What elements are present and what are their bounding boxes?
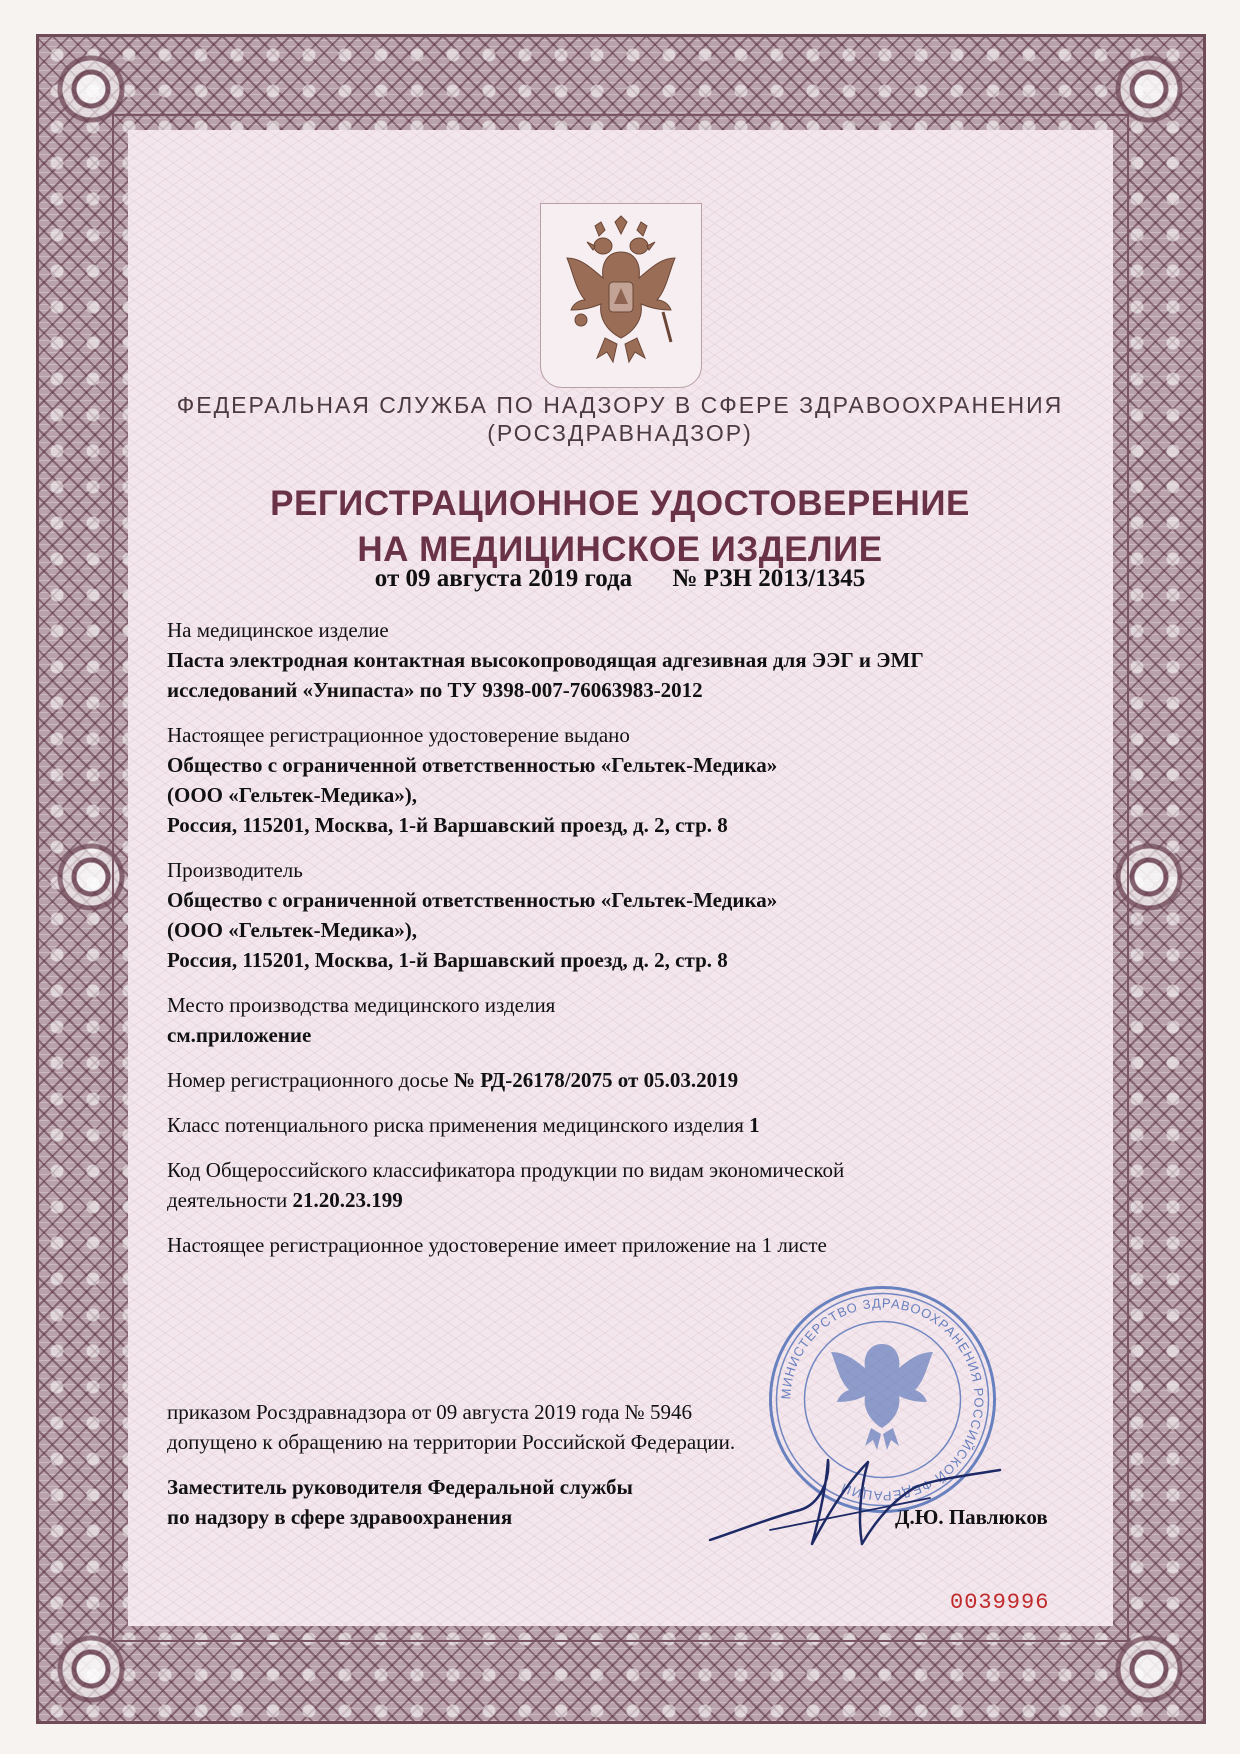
device-name-line1: Паста электродная контактная высокопроводящая адгезивная для ЭЭГ и ЭМГ (167, 648, 924, 672)
manufacturer-line1: Общество с ограниченной ответственностью «Гельтек-Медика» (167, 888, 778, 912)
signatory-position-line2: по надзору в сфере здравоохранения (167, 1505, 513, 1529)
okved-value: 21.20.23.199 (292, 1188, 403, 1212)
handwritten-signature (700, 1440, 1020, 1560)
certificate-number: № РЗН 2013/1345 (672, 565, 866, 592)
manufacturer-line2: (ООО «Гельтек-Медика»), (167, 918, 417, 942)
issued-to-line1: Общество с ограниченной ответственностью «Гельтек-Медика» (167, 753, 778, 777)
coat-of-arms-emblem (540, 203, 702, 388)
dossier-label: Номер регистрационного досье (167, 1068, 449, 1092)
agency-abbreviation: (РОСЗДРАВНАДЗОР) (487, 420, 753, 446)
certificate-date-number (150, 565, 1090, 593)
issued-to-label: Настоящее регистрационное удостоверение выдано (167, 723, 630, 747)
order-line2: допущено к обращению на территории Российской Федерации. (167, 1430, 736, 1454)
stamp-text-path: МИНИСТЕРСТВО ЗДРАВООХРАНЕНИЯ РОССИЙСКОЙ ФЕДЕРАЦИИ (778, 1295, 987, 1504)
issued-to-line2: (ООО «Гельтек-Медика»), (167, 783, 417, 807)
order-line1: приказом Росздравнадзора от 09 августа 2019 года № 5946 (167, 1400, 692, 1424)
serial-number: 0039996 (950, 1590, 1050, 1615)
production-site-label: Место производства медицинского изделия (167, 993, 556, 1017)
manufacturer-label: Производитель (167, 858, 303, 882)
agency-name: ФЕДЕРАЛЬНАЯ СЛУЖБА ПО НАДЗОРУ В СФЕРЕ ЗДРАВООХРАНЕНИЯ (176, 392, 1064, 418)
okved-label-line2: деятельности (167, 1188, 288, 1212)
signatory-position-line1: Заместитель руководителя Федеральной службы (167, 1475, 633, 1499)
risk-class-label: Класс потенциального риска применения медицинского изделия (167, 1113, 744, 1137)
signatory-name: Д.Ю. Павлюков (895, 1505, 1048, 1529)
document-subtitle: НА МЕДИЦИНСКОЕ ИЗДЕЛИЕ (357, 530, 883, 569)
certificate-date: от 09 августа 2019 года (374, 565, 633, 592)
device-name-line2: исследований «Унипаста» по ТУ 9398-007-76063983-2012 (167, 678, 703, 702)
dossier-row (167, 1068, 738, 1093)
device-label: На медицинское изделие (167, 618, 389, 642)
issued-to-line3: Россия, 115201, Москва, 1-й Варшавский проезд, д. 2, стр. 8 (167, 813, 728, 837)
okved-row (167, 1188, 403, 1213)
okved-label-line1: Код Общероссийского классификатора продукции по видам экономической (167, 1158, 845, 1182)
manufacturer-line3: Россия, 115201, Москва, 1-й Варшавский проезд, д. 2, стр. 8 (167, 948, 728, 972)
stamp-eagle-icon (831, 1344, 933, 1450)
risk-class-value: 1 (749, 1113, 760, 1137)
document-title: РЕГИСТРАЦИОННОЕ УДОСТОВЕРЕНИЕ (270, 484, 970, 523)
double-headed-eagle-icon (551, 212, 691, 377)
production-site-value: см.приложение (167, 1023, 312, 1047)
risk-class-row (167, 1113, 760, 1138)
annex-note: Настоящее регистрационное удостоверение имеет приложение на 1 листе (167, 1233, 827, 1257)
dossier-value: № РД-26178/2075 от 05.03.2019 (453, 1068, 739, 1092)
